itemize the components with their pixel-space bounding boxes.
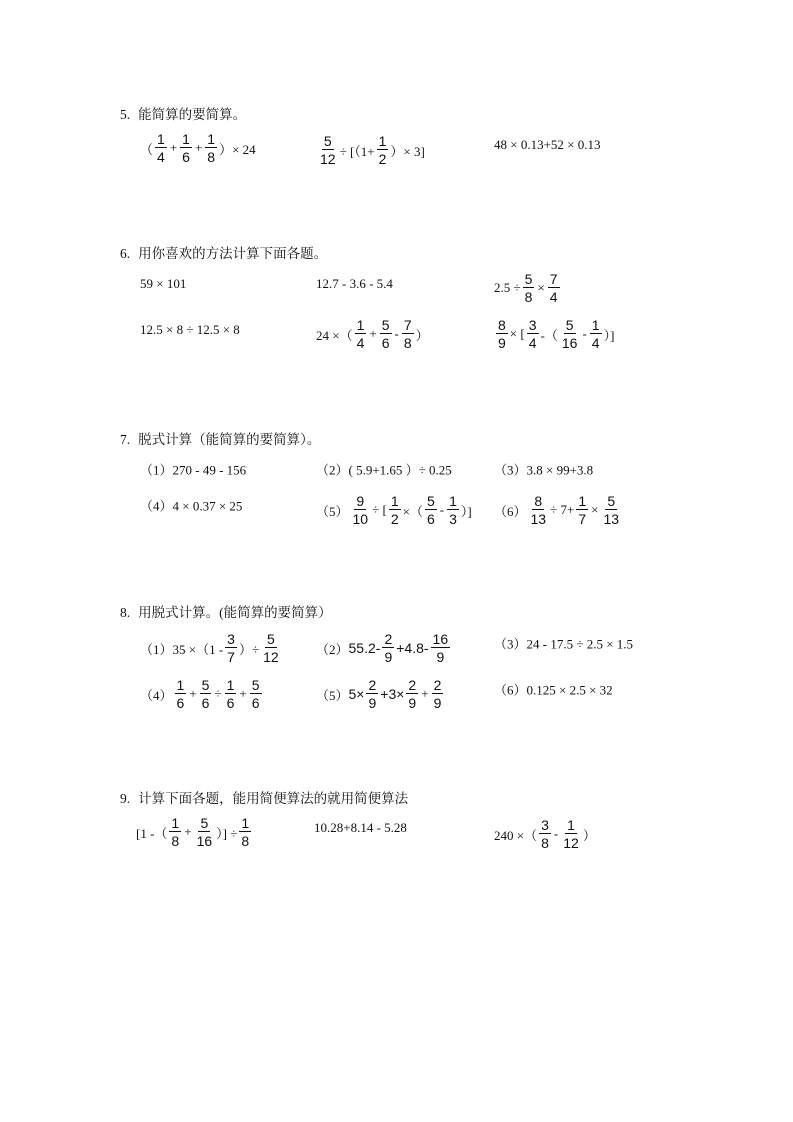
fraction: $\frac{1}{6}$ (176, 677, 185, 711)
operator: + (369, 326, 377, 341)
expr-mid: ÷ [ (372, 502, 387, 517)
q9-number: 9. (120, 791, 131, 806)
q8-expr-6 (494, 680, 613, 699)
expr-pre: [1 -（ (136, 825, 168, 841)
expr-mid: ÷ [（1+ (339, 143, 375, 159)
operator: + (194, 140, 203, 155)
fraction: $\frac{1}{12}$ (563, 817, 579, 851)
expr-pre: （5） (316, 503, 349, 519)
q7-expr-4 (140, 496, 242, 515)
fraction: $\frac{1}{4}$ (157, 131, 165, 165)
fraction: $\frac{1}{8}$ (207, 131, 216, 165)
q5-title: 能简算的要简算。 (138, 107, 247, 122)
expr-mid: ÷ 7+ (550, 502, 575, 517)
operator: - (553, 826, 559, 841)
q8-expr-5 (316, 678, 445, 710)
operator: + (169, 140, 178, 155)
fraction: $\frac{1}{4}$ (591, 317, 600, 351)
operator: ÷ (214, 686, 222, 701)
fraction: $\frac{2}{9}$ (384, 631, 393, 665)
expr-tail: ）× 24 (219, 141, 256, 157)
fraction: $\frac{1}{3}$ (449, 493, 457, 527)
q5-expr-1 (140, 132, 256, 164)
expr-text: +4.8- (396, 640, 429, 656)
q5-number: 5. (120, 107, 131, 122)
expr-mid: -（ (540, 327, 558, 343)
q6-number: 6. (120, 246, 131, 261)
fraction: $\frac{16}{9}$ (432, 631, 449, 665)
expr-text: +3× (380, 686, 405, 702)
expr-mid: ）] ÷ (216, 825, 238, 841)
fraction: $\frac{1}{8}$ (171, 815, 180, 849)
fraction: $\frac{7}{8}$ (403, 317, 412, 351)
q7-expr-3 (494, 460, 593, 479)
paren: （ (140, 141, 154, 157)
operator: - (439, 502, 445, 517)
q7-heading (120, 428, 320, 448)
expr-text: 48 × 0.13+52 × 0.13 (494, 137, 601, 152)
expr-text: （3）3.8 × 99+3.8 (494, 462, 594, 478)
fraction: $\frac{5}{12}$ (320, 133, 336, 167)
fraction: $\frac{1}{7}$ (578, 493, 587, 527)
expr-pre: 2.5 ÷ (494, 280, 521, 295)
q9-heading (120, 787, 408, 807)
operator: + (189, 686, 197, 701)
fraction: $\frac{8}{9}$ (498, 317, 506, 351)
q6-title: 用你喜欢的方法计算下面各题。 (138, 246, 328, 261)
operator: + (184, 824, 192, 839)
fraction: $\frac{1}{4}$ (356, 317, 365, 351)
q9-expr-2 (314, 820, 407, 836)
expr-text: 10.28+8.14 - 5.28 (314, 820, 407, 835)
fraction: $\frac{1}{6}$ (226, 677, 235, 711)
fraction: $\frac{5}{12}$ (263, 631, 279, 665)
expr-text: 55.2- (348, 640, 381, 656)
expr-text: （1）270 - 49 - 156 (140, 462, 247, 478)
q6-heading (120, 242, 327, 262)
q6-expr-4 (140, 322, 240, 338)
fraction: $\frac{5}{6}$ (426, 493, 435, 527)
q6-expr-1 (140, 276, 186, 292)
fraction: $\frac{5}{6}$ (201, 677, 210, 711)
q9-title: 计算下面各题，能用简便算法的就用简便算法 (138, 791, 409, 806)
fraction: $\frac{1}{2}$ (378, 133, 387, 167)
q7-expr-1 (140, 460, 246, 479)
q5-expr-3 (494, 137, 601, 153)
expr-text: （3）24 - 17.5 ÷ 2.5 × 1.5 (494, 636, 634, 652)
expr-tail: ）× 3] (390, 143, 425, 159)
q8-title: 用脱式计算。(能简算的要简算） (138, 605, 332, 620)
expr-text: （4）4 × 0.37 × 25 (140, 498, 243, 514)
fraction: $\frac{5}{6}$ (251, 677, 260, 711)
fraction: $\frac{5}{8}$ (524, 271, 533, 305)
expr-pre: （5） (316, 687, 349, 703)
expr-mid: ）÷ (238, 641, 260, 657)
fraction: $\frac{9}{10}$ (352, 493, 369, 527)
expr-text: 5× (348, 686, 365, 702)
q6-expr-2 (316, 276, 393, 292)
q8-heading (120, 601, 332, 621)
fraction: $\frac{1}{8}$ (241, 815, 250, 849)
fraction: $\frac{5}{16}$ (196, 815, 213, 849)
q9-expr-3 (494, 818, 596, 850)
q6-expr-5 (316, 318, 429, 350)
expr-text: 59 × 101 (140, 276, 187, 291)
q8-expr-4 (140, 678, 264, 710)
expr-pre: （2） (316, 641, 349, 657)
operator: - (394, 326, 399, 341)
expr-mid: × [ (509, 326, 525, 341)
q6-expr-3 (494, 272, 562, 304)
expr-pre: （6） (494, 503, 527, 519)
fraction: $\frac{8}{13}$ (530, 493, 547, 527)
fraction: $\frac{5}{16}$ (561, 317, 578, 351)
expr-pre: 240 ×（ (494, 827, 538, 843)
fraction: $\frac{2}{9}$ (433, 677, 442, 711)
expr-pre: （1）35 ×（1 - (140, 641, 224, 657)
q5-heading (120, 103, 246, 123)
fraction: $\frac{5}{6}$ (381, 317, 390, 351)
q7-expr-5 (316, 494, 472, 526)
q7-title: 脱式计算（能简算的要简算）。 (138, 432, 321, 447)
q5-expr-2 (316, 134, 425, 166)
expr-text: 12.5 × 8 ÷ 12.5 × 8 (140, 322, 240, 337)
q7-expr-6 (494, 494, 623, 526)
q8-expr-1 (140, 632, 283, 664)
q7-number: 7. (120, 432, 131, 447)
q9-expr-1 (136, 816, 253, 848)
expr-tail: ） (415, 327, 429, 343)
operator: × (537, 280, 545, 295)
q8-expr-2 (316, 632, 452, 664)
q6-expr-6 (494, 318, 614, 350)
fraction: $\frac{2}{9}$ (368, 677, 377, 711)
expr-text: （2）( 5.9+1.65 ）÷ 0.25 (316, 462, 452, 478)
q8-number: 8. (120, 605, 131, 620)
expr-pre: （4） (140, 687, 173, 703)
expr-tail: ）] (460, 503, 472, 519)
expr-tail: ） (582, 827, 596, 843)
expr-pre: 24 ×（ (316, 327, 353, 343)
operator: × (591, 502, 599, 517)
operator: + (421, 686, 429, 701)
q7-expr-2 (316, 460, 452, 479)
expr-mid: ×（ (402, 503, 423, 519)
fraction: $\frac{2}{9}$ (408, 677, 417, 711)
fraction: $\frac{5}{13}$ (603, 493, 620, 527)
fraction: $\frac{1}{6}$ (182, 131, 190, 165)
fraction: $\frac{3}{8}$ (541, 817, 549, 851)
fraction: $\frac{3}{4}$ (528, 317, 537, 351)
operator: - (582, 326, 587, 341)
expr-tail: ）] (603, 327, 615, 343)
expr-text: （6）0.125 × 2.5 × 32 (494, 682, 613, 698)
expr-text: 12.7 - 3.6 - 5.4 (316, 276, 393, 291)
q8-expr-3 (494, 634, 633, 653)
fraction: $\frac{7}{4}$ (549, 271, 558, 305)
fraction: $\frac{3}{7}$ (227, 631, 235, 665)
fraction: $\frac{1}{2}$ (390, 493, 399, 527)
operator: + (239, 686, 247, 701)
